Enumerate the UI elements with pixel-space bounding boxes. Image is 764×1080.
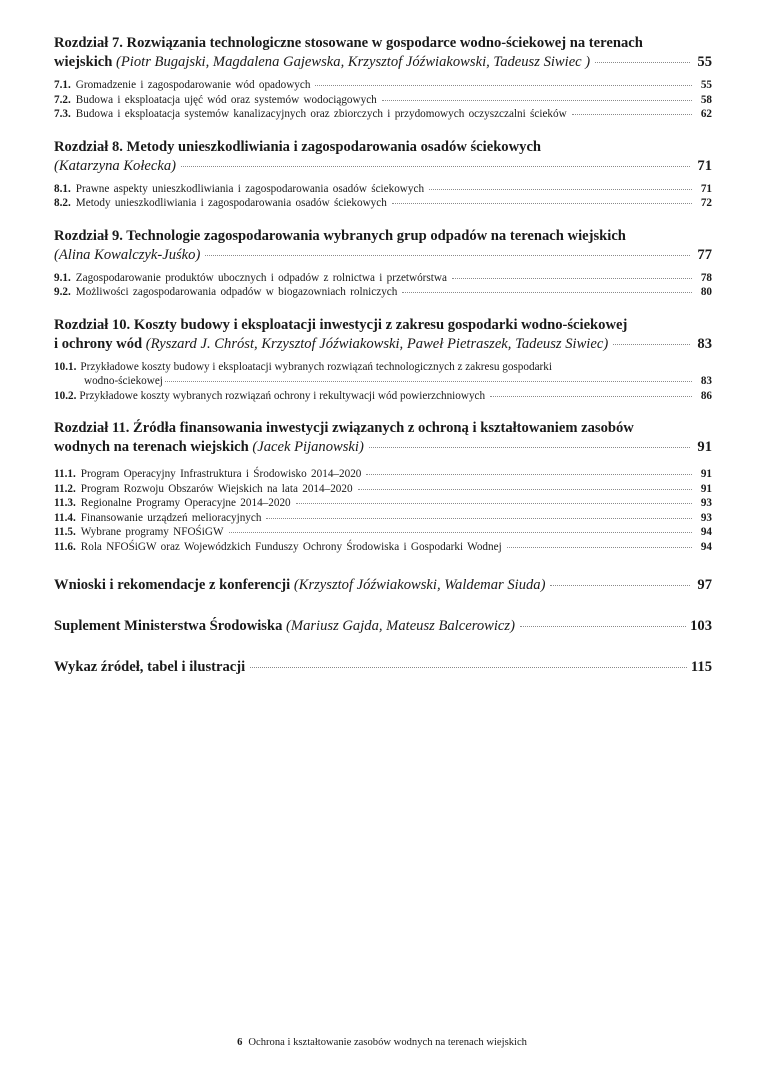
chapter-11 [54, 419, 712, 554]
dot-leader [595, 62, 690, 63]
dot-leader [382, 100, 692, 101]
dot-leader [229, 532, 692, 533]
entry-page: 115 [690, 659, 712, 675]
dot-leader [296, 503, 692, 504]
chapter-page: 55 [697, 54, 712, 70]
chapter-page: 91 [697, 439, 712, 455]
chapter-title: Rozdział 10. Koszty budowy i eksploatacji inwestycji z zakresu gospodarki wodno-ściekowej [54, 316, 628, 333]
section-11-4: 11.4. Finansowanie urządzeń melioracyjnych 93 [54, 511, 712, 524]
chapter-title: Rozdział 8. Metody unieszkodliwiania i zagospodarowania osadów ściekowych [54, 138, 542, 155]
dot-leader [507, 547, 692, 548]
entry-title: Wykaz źródeł, tabel i ilustracji [54, 659, 246, 675]
dot-leader [369, 447, 690, 448]
section-8-2: 8.2. Metody unieszkodliwiania i zagospodarowania osadów ściekowych 72 [54, 197, 712, 209]
dot-leader [250, 667, 687, 668]
dot-leader [402, 292, 692, 293]
dot-leader [366, 474, 692, 475]
chapter-title-cont: i ochrony wód [54, 335, 143, 352]
dot-leader [165, 381, 692, 382]
entry-page: 97 [697, 577, 712, 593]
chapter-authors: (Alina Kowalczyk-Juśko) [54, 246, 201, 263]
entry-title: Suplement Ministerstwa Środowiska [54, 618, 283, 634]
section-11-5: 11.5. Wybrane programy NFOŚiGW 94 [54, 526, 712, 538]
dot-leader [266, 518, 692, 519]
chapter-authors: (Katarzyna Kołecka) [54, 157, 176, 174]
chapter-title-cont: wodnych na terenach wiejskich [54, 439, 249, 455]
page-footer [0, 1037, 764, 1048]
page-number: 6 [237, 1037, 243, 1048]
chapter-authors: (Piotr Bugajski, Magdalena Gajewska, Krzysztof Jóźwiakowski, Tadeusz Siwiec ) [116, 54, 591, 70]
section-7-2: 7.2. Budowa i eksploatacja ujęć wód oraz systemów wodociągowych 58 [54, 93, 712, 106]
section-7-1: 7.1. Gromadzenie i zagospodarowanie wód opadowych 55 [54, 79, 712, 91]
chapter-7 [54, 34, 712, 122]
entry-authors: (Krzysztof Jóźwiakowski, Waldemar Siuda) [293, 577, 546, 593]
entry-conclusions [54, 576, 712, 595]
chapter-authors: (Jacek Pijanowski) [252, 439, 364, 455]
section-8-1: 8.1. Prawne aspekty unieszkodliwiania i zagospodarowania osadów ściekowych 71 [54, 182, 712, 195]
chapter-8 [54, 138, 712, 211]
dot-leader [520, 626, 686, 627]
chapter-title: Rozdział 9. Technologie zagospodarowania wybranych grup odpadów na terenach wiejskich [54, 227, 626, 244]
chapter-title-cont: wiejskich [54, 54, 113, 70]
dot-leader [392, 203, 692, 204]
entry-authors: (Mariusz Gajda, Mateusz Balcerowicz) [286, 618, 515, 634]
chapter-page: 77 [697, 246, 712, 263]
dot-leader [452, 278, 692, 279]
chapter-authors: (Ryszard J. Chróst, Krzysztof Jóźwiakowski, Paweł Pietraszek, Tadeusz Siwiec) [145, 335, 609, 352]
section-10-1: 10.1. Przykładowe koszty budowy i eksploatacji wybranych rozwiązań technologicznych z zakresu gospodarki wodno-ściekowej 83 [54, 360, 712, 387]
table-of-contents [54, 34, 712, 699]
book-title: Ochrona i kształtowanie zasobów wodnych na terenach wiejskich [248, 1037, 527, 1048]
section-11-2: 11.2. Program Rozwoju Obszarów Wiejskich na lata 2014–2020 91 [54, 482, 712, 495]
section-10-2: 10.2. Przykładowe koszty wybranych rozwiązań ochrony i rekultywacji wód powierzchniowych 86 [54, 389, 712, 402]
dot-leader [572, 114, 692, 115]
dot-leader [205, 255, 690, 256]
entry-page: 103 [690, 618, 712, 634]
dot-leader [550, 585, 690, 586]
dot-leader [181, 166, 690, 167]
entry-title: Wnioski i rekomendacje z konferencji [54, 577, 291, 593]
chapter-title: Rozdział 11. Źródła finansowania inwestycji związanych z ochroną i kształtowaniem zasobów [54, 420, 634, 436]
dot-leader [315, 85, 692, 86]
section-11-1: 11.1. Program Operacyjny Infrastruktura i Środowisko 2014–2020 91 [54, 468, 712, 480]
chapter-title: Rozdział 7. Rozwiązania technologiczne stosowane w gospodarce wodno-ściekowej na terenach [54, 35, 643, 51]
chapter-page: 83 [697, 335, 712, 352]
section-9-1: 9.1. Zagospodarowanie produktów ubocznych i odpadów z rolnictwa i przetwórstwa 78 [54, 271, 712, 284]
entry-supplement [54, 617, 712, 636]
chapter-10 [54, 316, 712, 404]
dot-leader [358, 489, 692, 490]
entry-sources-list [54, 658, 712, 677]
dot-leader [429, 189, 692, 190]
section-9-2: 9.2. Możliwości zagospodarowania odpadów w biogazowniach rolniczych 80 [54, 286, 712, 298]
section-7-3: 7.3. Budowa i eksploatacja systemów kanalizacyjnych oraz zbiorczych i przydomowych oczyszczalni ścieków 62 [54, 108, 712, 120]
chapter-page: 71 [697, 157, 712, 174]
section-11-6: 11.6. Rola NFOŚiGW oraz Wojewódzkich Funduszy Ochrony Środowiska i Gospodarki Wodnej 94 [54, 540, 712, 553]
section-11-3: 11.3. Regionalne Programy Operacyjne 2014–2020 93 [54, 497, 712, 509]
dot-leader [490, 396, 692, 397]
dot-leader [613, 344, 690, 345]
chapter-9 [54, 227, 712, 300]
